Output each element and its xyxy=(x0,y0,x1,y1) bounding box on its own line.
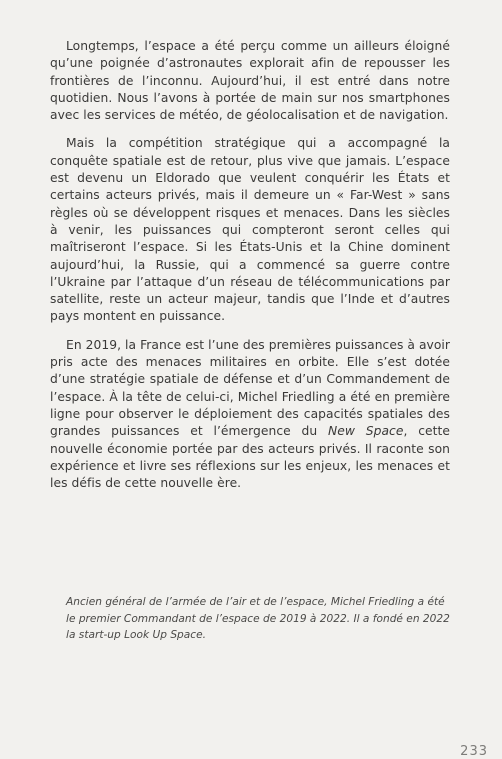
paragraph-france xyxy=(50,337,450,493)
new-space-italic: New Space xyxy=(328,424,404,439)
author-bio: Ancien général de l’armée de l’air et de l’espace, Michel Friedling a été le premier Commandant de l’espace de 2019 à 2022. Il a fondé en 2022 la start-up Look Up Space. xyxy=(66,596,450,642)
paragraph-intro: Longtemps, l’espace a été perçu comme un ailleurs éloigné qu’une poignée d’astronautes explorait afin de repousser les frontières de l’inconnu. Aujourd’hui, il est entré dans notre quotidien. Nous l’avons à portée de main sur nos smartphones avec les services de météo, de géolocalisation et de navigation. xyxy=(50,39,450,123)
paragraph-france-end: , cette nouvelle économie portée par des acteurs privés. Il raconte son expérience et livre ses réflexions sur les enjeux, les menaces et les défis de cette nouvelle ère. xyxy=(50,424,451,491)
page-number: 233 xyxy=(460,744,488,759)
paragraph-france-start: En 2019, la France est l’une des premières puissances à avoir pris acte des menaces militaires en orbite. Elle s’est dotée d’une stratégie spatiale de défense et d’un Commandement de l’espace. À la tête de celui-ci, Michel Friedling a été en première ligne pour observer le déploiement des capacités spatiales des grandes puissances et l’émergence du xyxy=(50,337,450,439)
paragraph-competition: Mais la compétition stratégique qui a accompagné la conquête spatiale est de retour, plus vive que jamais. L’espace est devenu un Eldorado que veulent conquérir les États et certains acteurs privés, mais il demeure un « Far-West » sans règles où se développent risques et menaces. Dans les siècles à venir, les puissances qui compteront seront celles qui maîtriseront l’espace. Si les États-Unis et la Chine dominent aujourd’hui, la Russie, qui a commencé sa guerre contre l’Ukraine par l’attaque d’un réseau de télécommunications par satellite, reste un acteur majeur, tandis que l’Inde et d’autres pays montent en puissance. xyxy=(50,136,450,324)
back-cover-text xyxy=(50,38,450,503)
